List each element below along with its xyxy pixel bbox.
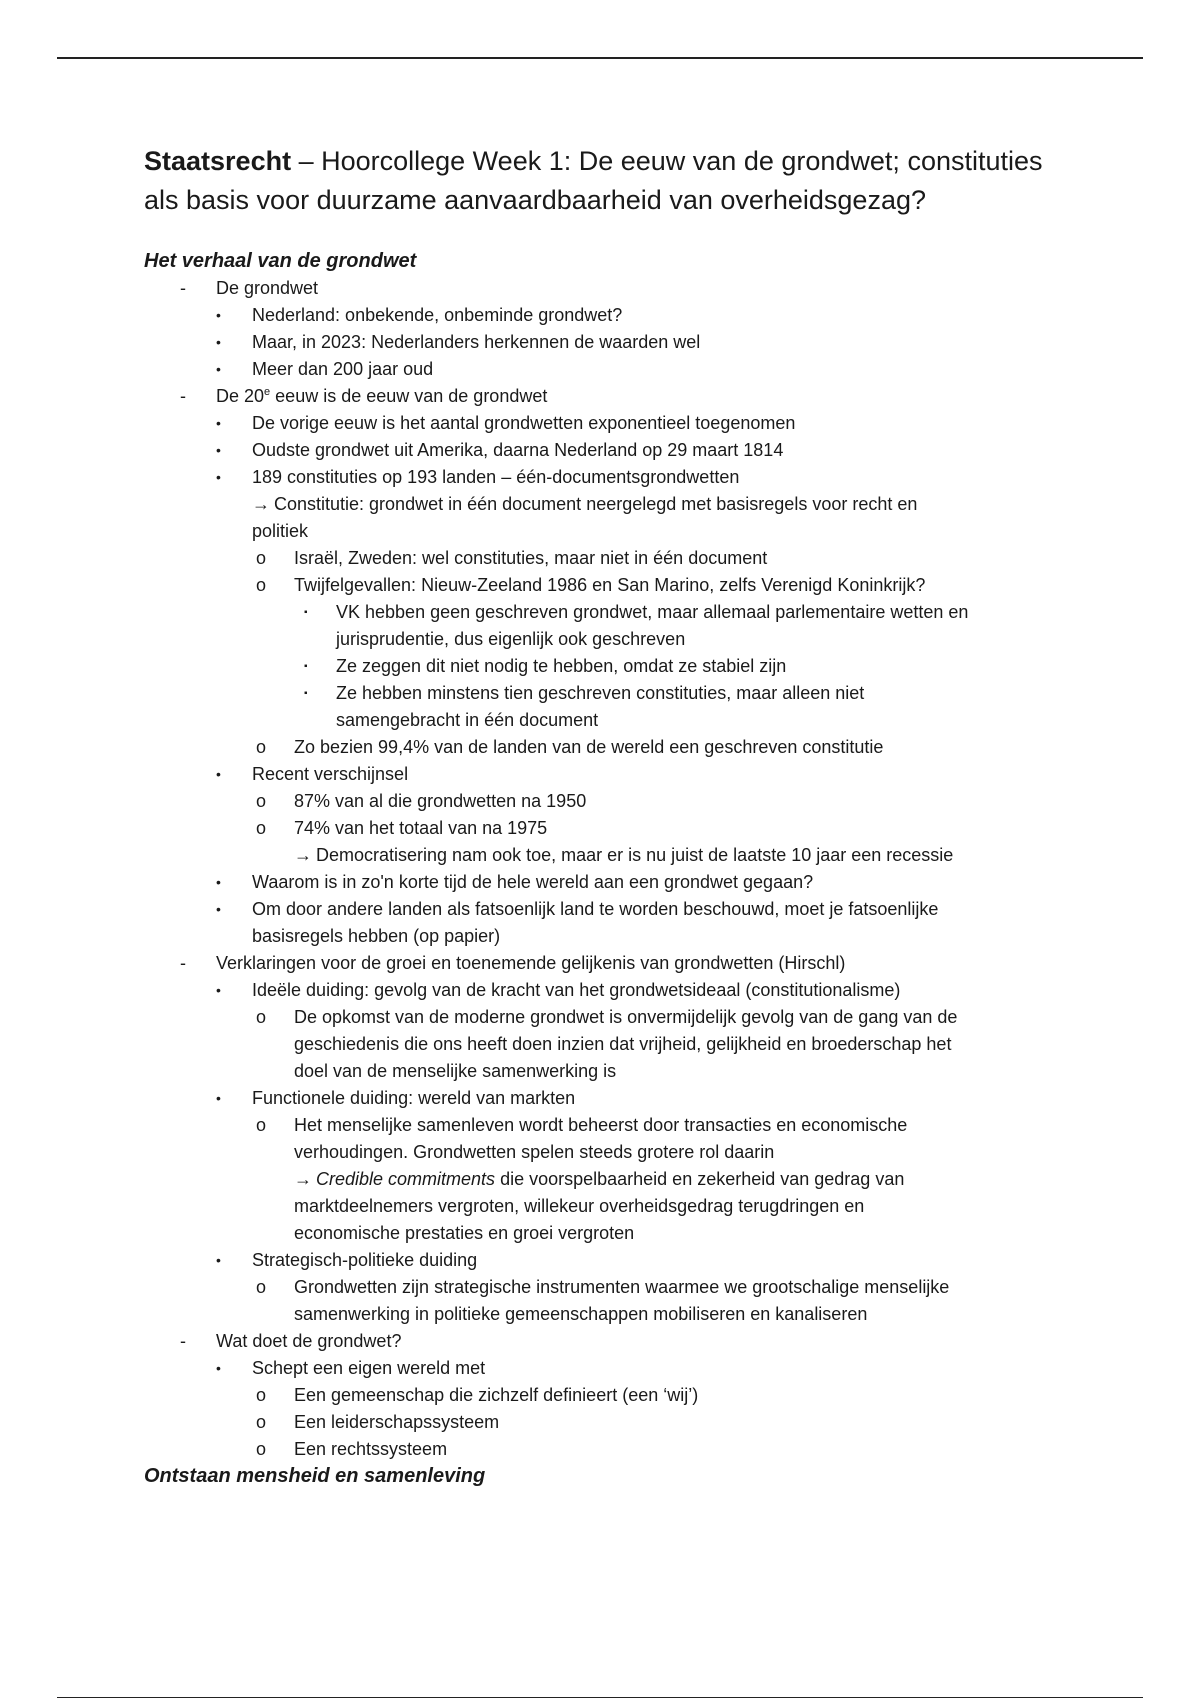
list-item: - De grondwet xyxy=(144,275,1064,302)
dash-marker: - xyxy=(180,278,186,298)
circle-marker: o xyxy=(256,1277,267,1297)
bullet-marker: • xyxy=(216,982,221,998)
arrow-note: → Constitutie: grondwet in één document neergelegd met basisregels voor recht en xyxy=(252,494,918,514)
header-rule xyxy=(57,57,1143,59)
list-item: ▪ Ze zeggen dit niet nodig te hebben, omdat ze stabiel zijn xyxy=(144,653,1064,680)
footer-rule xyxy=(57,1697,1143,1698)
title-course: Staatsrecht xyxy=(144,146,292,176)
dash-marker: - xyxy=(180,386,186,406)
bullet-marker: • xyxy=(216,901,221,917)
dash-marker: - xyxy=(180,1331,186,1351)
bullet-marker: • xyxy=(216,1360,221,1376)
bullet-marker: • xyxy=(216,415,221,431)
list-item: o De opkomst van de moderne grondwet is onvermijdelijk gevolg van de gang van de xyxy=(144,1004,1064,1031)
square-marker: ▪ xyxy=(304,688,308,699)
list-item: o Het menselijke samenleven wordt beheerst door transacties en economische xyxy=(144,1112,1064,1139)
list-item: o 87% van al die grondwetten na 1950 xyxy=(144,788,1064,815)
bullet-marker: • xyxy=(216,1252,221,1268)
circle-marker: o xyxy=(256,575,267,595)
bullet-marker: • xyxy=(216,1090,221,1106)
list-item: - Verklaringen voor de groei en toenemende gelijkenis van grondwetten (Hirschl) xyxy=(144,950,1064,977)
bullet-marker: • xyxy=(216,469,221,485)
bullet-marker: • xyxy=(216,442,221,458)
bullet-marker: • xyxy=(216,874,221,890)
list-item: o 74% van het totaal van na 1975 xyxy=(144,815,1064,842)
circle-marker: o xyxy=(256,1412,267,1432)
circle-marker: o xyxy=(256,1439,267,1459)
circle-marker: o xyxy=(256,1007,267,1027)
document-body xyxy=(144,142,1064,1490)
arrow-right-icon: → xyxy=(252,494,270,514)
list-item: • De vorige eeuw is het aantal grondwetten exponentieel toegenomen xyxy=(144,410,1064,437)
section-heading-ontstaan: Ontstaan mensheid en samenleving xyxy=(144,1465,486,1487)
arrow-note: → Credible commitments die voorspelbaarheid en zekerheid van gedrag van xyxy=(294,1169,905,1189)
circle-marker: o xyxy=(256,1385,267,1405)
arrow-note: → Democratisering nam ook toe, maar er is nu juist de laatste 10 jaar een recessie xyxy=(294,845,954,865)
arrow-note-continued: politiek xyxy=(252,521,309,541)
circle-marker: o xyxy=(256,818,267,838)
circle-marker: o xyxy=(256,548,267,568)
bullet-marker: • xyxy=(216,307,221,323)
arrow-note-continued: economische prestaties en groei vergroten xyxy=(294,1223,635,1243)
document-title xyxy=(144,142,1064,220)
list-item: • Strategisch-politieke duiding xyxy=(144,1247,1064,1274)
list-item-continued: verhoudingen. Grondwetten spelen steeds grotere rol daarin xyxy=(294,1142,775,1162)
arrow-right-icon: → xyxy=(294,845,312,865)
dash-marker: - xyxy=(180,953,186,973)
section-heading-verhaal: Het verhaal van de grondwet xyxy=(144,250,417,272)
list-item: o Een rechtssysteem xyxy=(144,1436,1064,1463)
list-item: ▪ VK hebben geen geschreven grondwet, maar allemaal parlementaire wetten en xyxy=(144,599,1064,626)
circle-marker: o xyxy=(256,737,267,757)
list-item-continued: basisregels hebben (op papier) xyxy=(252,926,501,946)
circle-marker: o xyxy=(256,791,267,811)
list-item: • Maar, in 2023: Nederlanders herkennen de waarden wel xyxy=(144,329,1064,356)
list-item: • Nederland: onbekende, onbeminde grondwet? xyxy=(144,302,1064,329)
arrow-right-icon: → xyxy=(294,1169,312,1189)
list-item: o Zo bezien 99,4% van de landen van de wereld een geschreven constitutie xyxy=(144,734,1064,761)
list-item: - De 20e eeuw is de eeuw van de grondwet xyxy=(144,383,1064,410)
list-item: • Om door andere landen als fatsoenlijk land te worden beschouwd, moet je fatsoenlijke xyxy=(144,896,1064,923)
list-item: o Grondwetten zijn strategische instrumenten waarmee we grootschalige menselijke xyxy=(144,1274,1064,1301)
list-item: • Recent verschijnsel xyxy=(144,761,1064,788)
list-item-continued: jurisprudentie, dus eigenlijk ook geschreven xyxy=(336,629,686,649)
bullet-marker: • xyxy=(216,766,221,782)
list-item: • Waarom is in zo'n korte tijd de hele wereld aan een grondwet gegaan? xyxy=(144,869,1064,896)
list-item: • Ideële duiding: gevolg van de kracht van het grondwetsideaal (constitutionalisme) xyxy=(144,977,1064,1004)
list-item: • 189 constituties op 193 landen – één-documentsgrondwetten xyxy=(144,464,1064,491)
list-item-continued: doel van de menselijke samenwerking is xyxy=(294,1061,617,1081)
circle-marker: o xyxy=(256,1115,267,1135)
list-item: • Meer dan 200 jaar oud xyxy=(144,356,1064,383)
list-item: o Een leiderschapssysteem xyxy=(144,1409,1064,1436)
list-item-continued: samengebracht in één document xyxy=(336,710,599,730)
list-item-continued: geschiedenis die ons heeft doen inzien dat vrijheid, gelijkheid en broederschap het xyxy=(294,1034,952,1054)
arrow-note-continued: marktdeelnemers vergroten, willekeur overheidsgedrag terugdringen en xyxy=(294,1196,865,1216)
list-item: • Functionele duiding: wereld van markten xyxy=(144,1085,1064,1112)
list-item: • Schept een eigen wereld met xyxy=(144,1355,1064,1382)
list-item: - Wat doet de grondwet? xyxy=(144,1328,1064,1355)
list-item: o Israël, Zweden: wel constituties, maar niet in één document xyxy=(144,545,1064,572)
list-item: o Twijfelgevallen: Nieuw-Zeeland 1986 en San Marino, zelfs Verenigd Koninkrijk? xyxy=(144,572,1064,599)
bullet-marker: • xyxy=(216,334,221,350)
list-item-continued: samenwerking in politieke gemeenschappen mobiliseren en kanaliseren xyxy=(294,1304,868,1324)
list-item: o Een gemeenschap die zichzelf definieert (een ‘wij’) xyxy=(144,1382,1064,1409)
square-marker: ▪ xyxy=(304,661,308,672)
title-subject: – Hoorcollege Week 1: De eeuw van de grondwet; constituties als basis voor duurzame aanvaardbaarheid van overheidsgezag? xyxy=(144,146,1043,215)
list-item: • Oudste grondwet uit Amerika, daarna Nederland op 29 maart 1814 xyxy=(144,437,1064,464)
bullet-marker: • xyxy=(216,361,221,377)
square-marker: ▪ xyxy=(304,607,308,618)
list-item: ▪ Ze hebben minstens tien geschreven constituties, maar alleen niet xyxy=(144,680,1064,707)
